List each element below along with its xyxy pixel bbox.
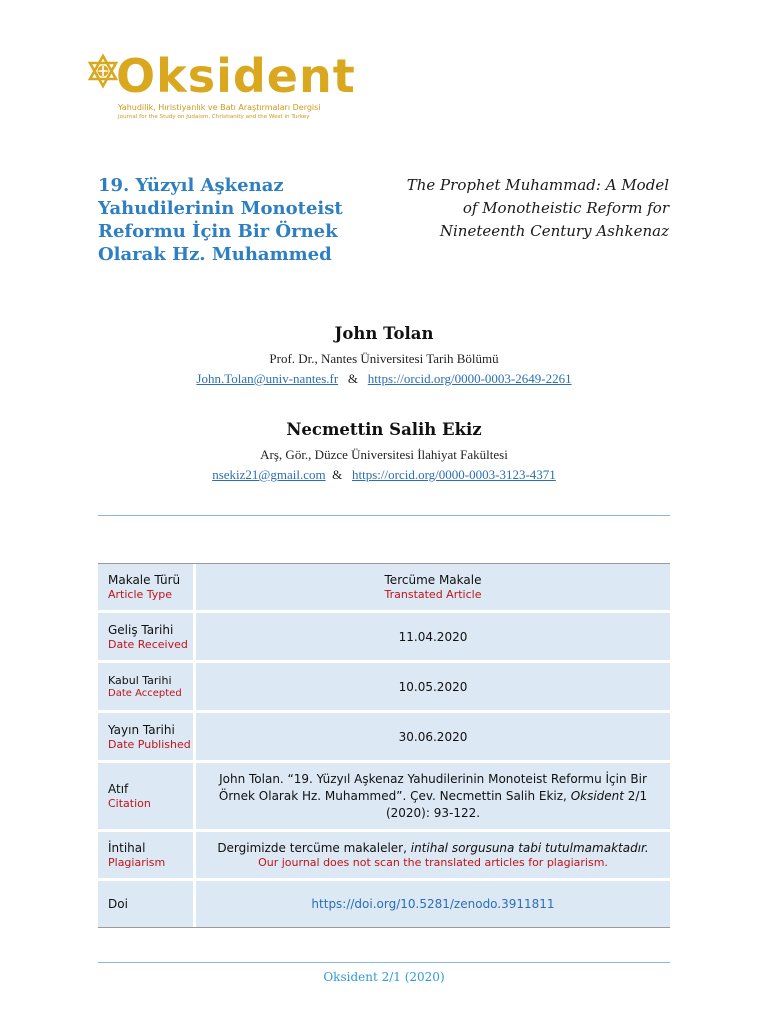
author-links: [0, 371, 768, 387]
label-tr: Atıf: [108, 782, 129, 796]
author-block: [0, 420, 768, 483]
article-title-turkish: 19. Yüzyıl Aşkenaz Yahudilerinin Monoteist Reformu İçin Bir Örnek Olarak Hz. Muhammed: [98, 175, 343, 265]
logo-subtitle-tr: Yahudilik, Hıristiyanlık ve Batı Araştırmaları Dergisi: [118, 103, 321, 112]
row-value: [196, 713, 670, 760]
doi-link[interactable]: https://doi.org/10.5281/zenodo.3911811: [311, 897, 555, 911]
row-value: [196, 763, 670, 829]
article-info-table: [98, 563, 670, 928]
page-footer: Oksident 2/1 (2020): [323, 970, 445, 984]
label-en: Date Received: [108, 637, 188, 651]
author-orcid-link[interactable]: https://orcid.org/0000-0003-3123-4371: [352, 467, 556, 482]
date-received-value: 11.04.2020: [398, 629, 468, 644]
label-en: Date Published: [108, 737, 191, 751]
label-doi: Doi: [108, 897, 128, 911]
row-label: [98, 881, 196, 927]
table-row: [98, 832, 670, 881]
row-value: [196, 881, 670, 927]
plagiarism-text: [212, 841, 654, 855]
ampersand: &: [332, 467, 343, 482]
row-label: [98, 713, 196, 760]
citation-journal: Oksident: [570, 788, 624, 803]
label-tr: Yayın Tarihi: [108, 722, 175, 737]
table-row: [98, 613, 670, 663]
logo-wordmark: Oksident: [116, 49, 356, 103]
star-of-david-icon: [86, 52, 120, 92]
label-en: Citation: [108, 797, 151, 810]
row-value: [196, 564, 670, 610]
plagiarism-text-italic: intihal sorgusuna tabi tutulmamaktadır.: [410, 841, 649, 855]
ampersand: &: [347, 371, 359, 386]
title-en-line: The Prophet Muhammad: A Model: [406, 176, 669, 194]
table-row: [98, 713, 670, 763]
row-label: [98, 763, 196, 829]
article-title-english: [339, 174, 669, 243]
row-label: [98, 564, 196, 610]
author-orcid-link[interactable]: https://orcid.org/0000-0003-2649-2261: [367, 371, 572, 386]
title-en-line: of Monotheistic Reform for: [462, 199, 669, 217]
article-type-value-en: Transtated Article: [384, 588, 482, 601]
author-name: John Tolan: [334, 324, 434, 343]
date-published-value: 30.06.2020: [398, 729, 468, 744]
label-tr: İntihal: [108, 841, 146, 855]
divider: [98, 515, 670, 516]
label-tr: Kabul Tarihi: [108, 674, 172, 687]
author-name: Necmettin Salih Ekiz: [286, 420, 482, 439]
date-accepted-value: 10.05.2020: [398, 679, 468, 694]
row-value: [196, 663, 670, 710]
journal-logo: [86, 48, 356, 130]
table-row: [98, 881, 670, 927]
citation-text-main: John Tolan. “19. Yüzyıl Aşkenaz Yahudilerinin Monoteist Reformu İçin Bir Örnek Olarak Hz. Muhammed”. Çev. Necmettin Salih Ekiz,: [218, 771, 647, 803]
label-en: Article Type: [108, 588, 173, 601]
citation-text-tail: 2/1 (2020): 93-122.: [385, 788, 648, 820]
row-label: [98, 613, 196, 660]
author-email-link[interactable]: John.Tolan@univ-nantes.fr: [196, 371, 339, 386]
author-links: [0, 467, 768, 483]
row-label: [98, 663, 196, 710]
table-row: [98, 663, 670, 713]
divider: [98, 962, 670, 963]
author-affiliation: Arş, Gör., Düzce Üniversitesi İlahiyat Fakültesi: [260, 447, 508, 462]
logo-subtitle-en: Journal for the Study on Judaism, Christianity and the West in Turkey: [118, 114, 310, 120]
citation-text: [212, 771, 654, 822]
author-email-link[interactable]: nsekiz21@gmail.com: [212, 467, 326, 482]
table-row: [98, 763, 670, 832]
article-type-value: Tercüme Makale: [384, 573, 482, 587]
author-block: [0, 324, 768, 387]
label-en: Plagiarism: [108, 856, 166, 869]
row-value: [196, 832, 670, 878]
label-tr: Geliş Tarihi: [108, 622, 174, 637]
author-affiliation: Prof. Dr., Nantes Üniversitesi Tarih Bölümü: [269, 351, 499, 366]
title-en-line: Nineteenth Century Ashkenaz: [439, 222, 669, 240]
plagiarism-text-en: Our journal does not scan the translated articles for plagiarism.: [258, 856, 608, 869]
label-en: Date Accepted: [108, 688, 182, 699]
plagiarism-text-main: Dergimizde tercüme makaleler,: [217, 841, 411, 855]
row-label: [98, 832, 196, 878]
label-tr: Makale Türü: [108, 573, 181, 587]
table-row: [98, 564, 670, 613]
row-value: [196, 613, 670, 660]
